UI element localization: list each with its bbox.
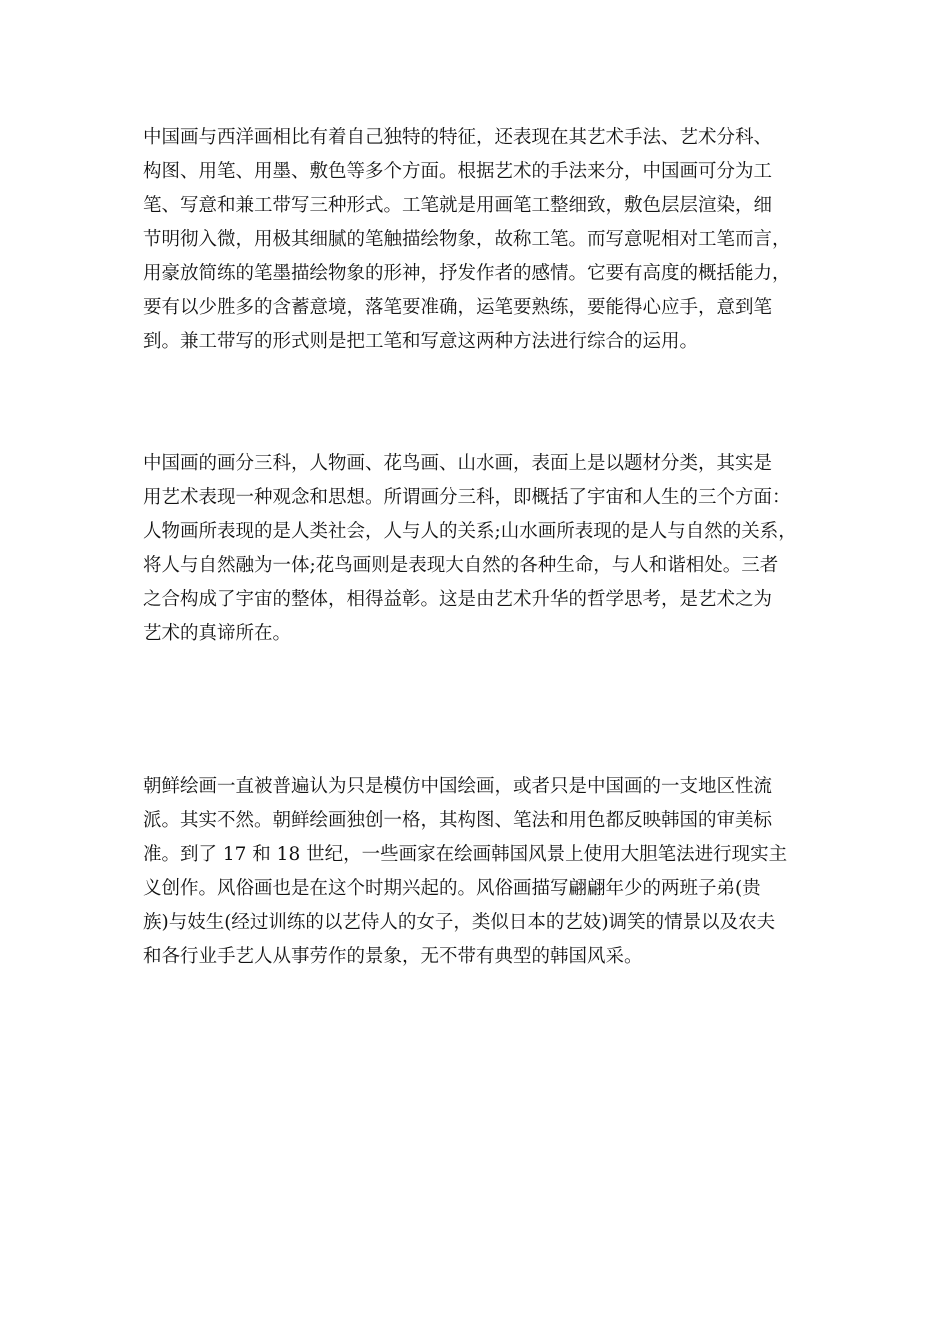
text-line: 中国画的画分三科，人物画、花鸟画、山水画，表面上是以题材分类，其实是 [143, 453, 773, 474]
paragraph-three-categories [143, 447, 823, 651]
text-line: 笔、写意和兼工带写三种形式。工笔就是用画笔工整细致，敷色层层渲染，细 [143, 195, 773, 216]
text-line: 朝鲜绘画一直被普遍认为只是模仿中国绘画，或者只是中国画的一支地区性流 [143, 776, 773, 797]
text-line: 将人与自然融为一体;花鸟画则是表现大自然的各种生命，与人和谐相处。三者 [143, 555, 779, 576]
text-line: 要有以少胜多的含蓄意境，落笔要准确，运笔要熟练，要能得心应手，意到笔 [143, 297, 773, 318]
paragraph-chinese-painting-techniques [143, 121, 823, 359]
text-line: 人物画所表现的是人类社会，人与人的关系;山水画所表现的是人与自然的关系， [143, 521, 797, 542]
text-line: 到。兼工带写的形式则是把工笔和写意这两种方法进行综合的运用。 [143, 331, 699, 352]
text-line: 派。其实不然。朝鲜绘画独创一格，其构图、笔法和用色都反映韩国的审美标 [143, 810, 773, 831]
text-line: 义创作。风俗画也是在这个时期兴起的。风俗画描写翩翩年少的两班子弟(贵 [143, 878, 761, 899]
text-line: 构图、用笔、用墨、敷色等多个方面。根据艺术的手法来分，中国画可分为工 [143, 161, 773, 182]
text-line: 准。到了 17 和 18 世纪，一些画家在绘画韩国风景上使用大胆笔法进行现实主 [143, 844, 788, 865]
text-line: 艺术的真谛所在。 [143, 623, 292, 644]
text-line: 节明彻入微，用极其细腻的笔触描绘物象，故称工笔。而写意呢相对工笔而言， [143, 229, 791, 250]
paragraph-korean-painting [143, 770, 823, 974]
text-line: 和各行业手艺人从事劳作的景象，无不带有典型的韩国风采。 [143, 946, 643, 967]
text-line: 用豪放简练的笔墨描绘物象的形神，抒发作者的感情。它要有高度的概括能力， [143, 263, 791, 284]
text-line: 族)与妓生(经过训练的以艺侍人的女子，类似日本的艺妓)调笑的情景以及农夫 [143, 912, 776, 933]
text-line: 之合构成了宇宙的整体，相得益彰。这是由艺术升华的哲学思考，是艺术之为 [143, 589, 773, 610]
text-line: 中国画与西洋画相比有着自己独特的特征，还表现在其艺术手法、艺术分科、 [143, 127, 773, 148]
text-line: 用艺术表现一种观念和思想。所谓画分三科，即概括了宇宙和人生的三个方面： [143, 487, 791, 508]
